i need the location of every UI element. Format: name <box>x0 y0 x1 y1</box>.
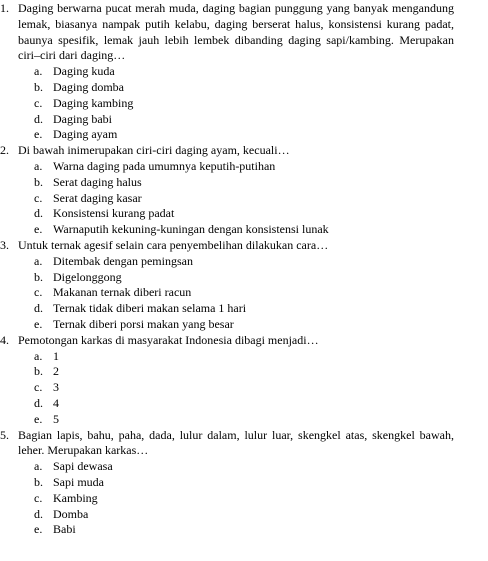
option-letter: d. <box>34 301 43 316</box>
option-letter: c. <box>34 490 43 505</box>
option-item <box>0 64 484 80</box>
question-1 <box>0 1 484 64</box>
option-list-3 <box>0 254 484 333</box>
option-letter: a. <box>34 253 43 268</box>
option-letter: b. <box>34 79 43 94</box>
option-letter: a. <box>34 158 43 173</box>
option-text: Sapi muda <box>53 474 104 489</box>
option-item <box>0 254 484 270</box>
question-number: 3. <box>0 237 9 252</box>
option-letter: e. <box>34 316 43 331</box>
option-item <box>0 270 484 286</box>
option-letter: d. <box>34 111 43 126</box>
option-list-1 <box>0 64 484 143</box>
option-item <box>0 191 484 207</box>
option-text: Ternak diberi porsi makan yang besar <box>53 316 234 331</box>
question-text: Daging berwarna pucat merah muda, daging bagian punggung yang banyak mengandung lemak, biasanya nampak putih kelabu, daging berserat halus, konsistensi kurang padat, baunya spesifik, lemak jauh lebih lembek dibanding daging sapi/kambing. Merupakan ciri–ciri dari daging… <box>18 1 454 63</box>
option-text: Warnaputih kekuning-kuningan dengan konsistensi lunak <box>53 222 329 237</box>
question-number: 2. <box>0 143 9 158</box>
document-body <box>0 1 484 538</box>
option-item <box>0 80 484 96</box>
option-item <box>0 222 484 238</box>
option-letter: e. <box>34 522 43 537</box>
question-5 <box>0 428 484 460</box>
option-letter: c. <box>34 285 43 300</box>
option-letter: b. <box>34 174 43 189</box>
option-text: Makanan ternak diberi racun <box>53 285 192 300</box>
option-item <box>0 159 484 175</box>
option-text: Serat daging kasar <box>53 190 142 205</box>
option-text: Daging kuda <box>53 64 115 79</box>
option-text: Daging kambing <box>53 95 134 110</box>
option-text: Kambing <box>53 490 98 505</box>
option-text: Ternak tidak diberi makan selama 1 hari <box>53 301 247 316</box>
option-list-5 <box>0 459 484 538</box>
option-text: Daging domba <box>53 79 124 94</box>
option-text: Daging ayam <box>53 127 118 142</box>
option-item <box>0 491 484 507</box>
option-item <box>0 459 484 475</box>
option-letter: d. <box>34 206 43 221</box>
question-text: Untuk ternak agesif selain cara penyembelihan dilakukan cara… <box>18 237 329 252</box>
option-letter: e. <box>34 127 43 142</box>
option-letter: a. <box>34 459 43 474</box>
option-text: Domba <box>53 506 89 521</box>
option-letter: b. <box>34 364 43 379</box>
option-letter: b. <box>34 474 43 489</box>
question-text: Di bawah inimerupakan ciri-ciri daging ayam, kecuali… <box>18 143 290 158</box>
option-text: Sapi dewasa <box>53 459 113 474</box>
question-number: 5. <box>0 427 9 442</box>
option-item <box>0 349 484 365</box>
question-text: Bagian lapis, bahu, paha, dada, lulur dalam, lulur luar, skengkel atas, skengkel bawah, leher. Merupakan karkas… <box>18 427 454 458</box>
option-item <box>0 285 484 301</box>
option-letter: b. <box>34 269 43 284</box>
option-text: Babi <box>53 522 76 537</box>
option-text: Warna daging pada umumnya keputih-putihan <box>53 158 276 173</box>
option-text: Daging babi <box>53 111 112 126</box>
option-item <box>0 206 484 222</box>
option-item <box>0 364 484 380</box>
option-letter: c. <box>34 95 43 110</box>
option-item <box>0 96 484 112</box>
option-text: Serat daging halus <box>53 174 142 189</box>
option-item <box>0 507 484 523</box>
question-4 <box>0 333 484 349</box>
option-item <box>0 380 484 396</box>
option-letter: d. <box>34 395 43 410</box>
option-item <box>0 175 484 191</box>
option-item <box>0 522 484 538</box>
option-letter: e. <box>34 411 43 426</box>
option-text: 2 <box>53 364 59 379</box>
option-text: 3 <box>53 380 59 395</box>
option-item <box>0 112 484 128</box>
question-3 <box>0 238 484 254</box>
option-letter: d. <box>34 506 43 521</box>
option-text: 4 <box>53 395 59 410</box>
option-text: 1 <box>53 348 59 363</box>
option-letter: c. <box>34 190 43 205</box>
question-2 <box>0 143 484 159</box>
option-item <box>0 412 484 428</box>
option-item <box>0 301 484 317</box>
question-number: 1. <box>0 1 9 15</box>
option-text: 5 <box>53 411 59 426</box>
question-text: Pemotongan karkas di masyarakat Indonesia dibagi menjadi… <box>18 332 319 347</box>
option-list-2 <box>0 159 484 238</box>
option-item <box>0 127 484 143</box>
question-number: 4. <box>0 332 9 347</box>
option-text: Konsistensi kurang padat <box>53 206 175 221</box>
option-item <box>0 317 484 333</box>
option-list-4 <box>0 349 484 428</box>
option-letter: a. <box>34 348 43 363</box>
option-text: Digelonggong <box>53 269 122 284</box>
option-letter: c. <box>34 380 43 395</box>
option-letter: e. <box>34 222 43 237</box>
option-text: Ditembak dengan pemingsan <box>53 253 193 268</box>
option-item <box>0 396 484 412</box>
option-item <box>0 475 484 491</box>
option-letter: a. <box>34 64 43 79</box>
